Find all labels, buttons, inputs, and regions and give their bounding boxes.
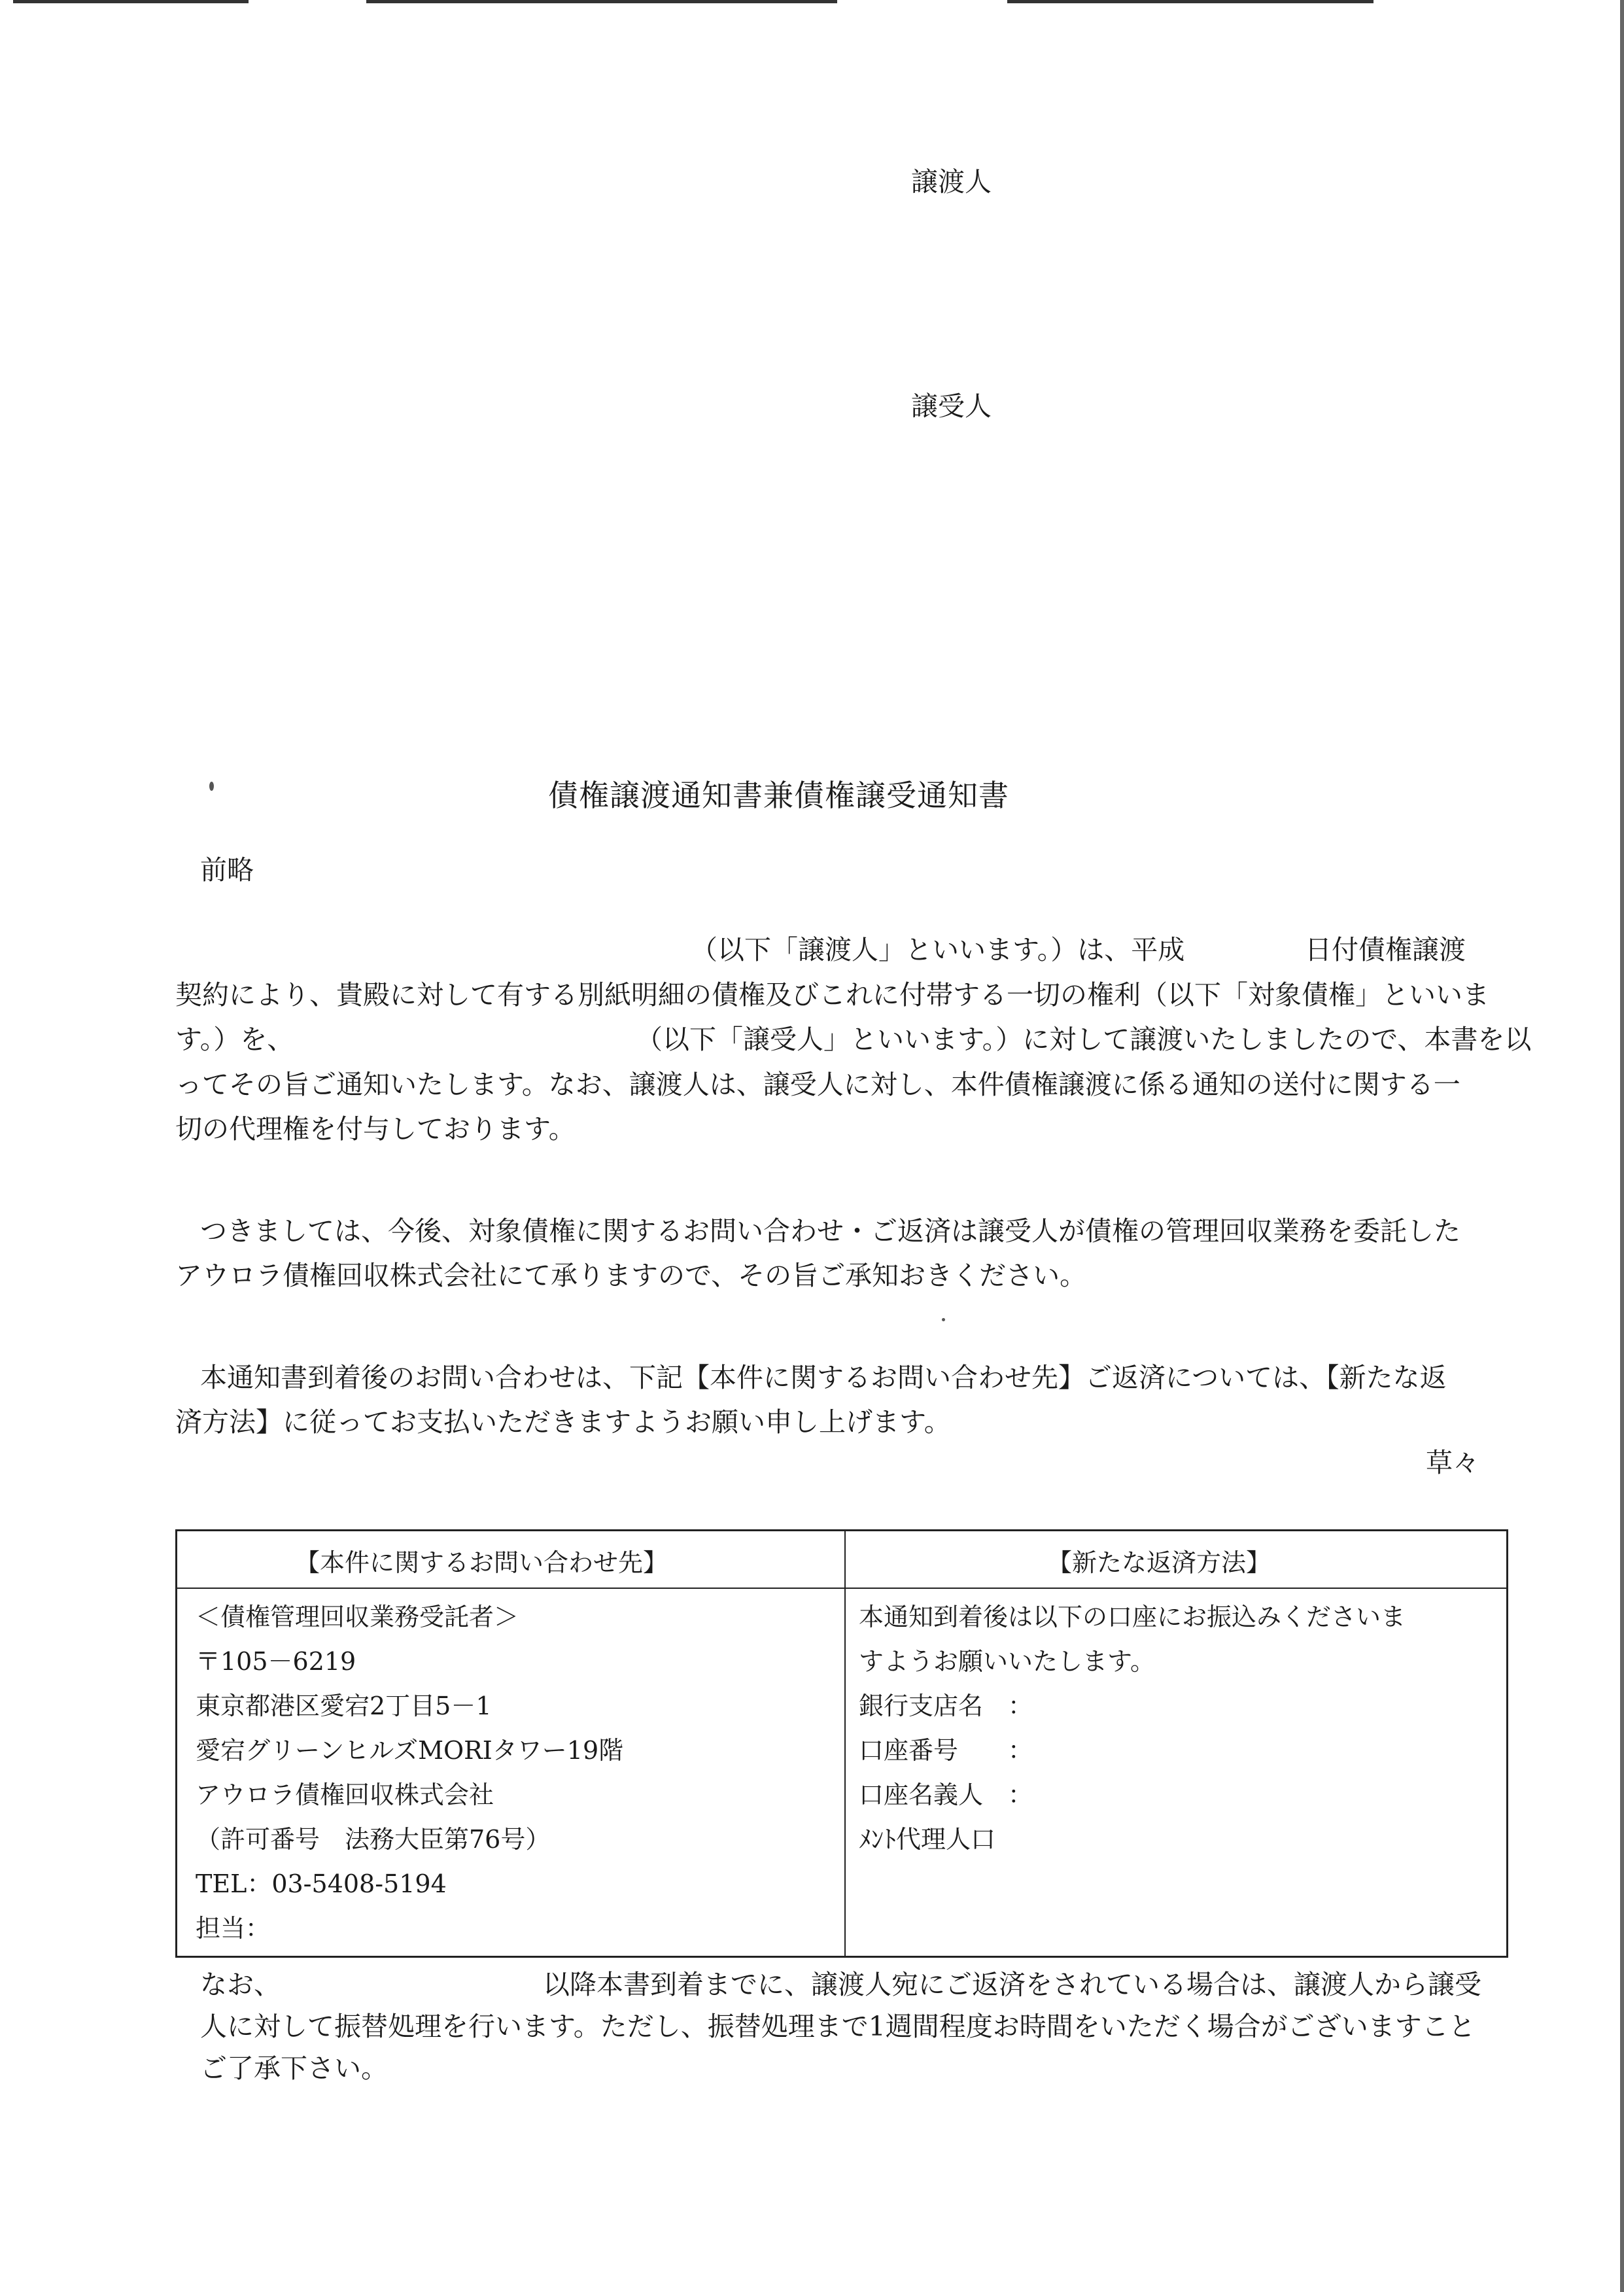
table-header-rule xyxy=(177,1588,1506,1589)
para1-line3-a: す。）を、 xyxy=(175,1024,294,1055)
para1-line3-b: （以下「譲受人」といいます。）に対して譲渡いたしましたので、本書を以 xyxy=(636,1024,1532,1055)
para1-line2: 契約により、貴殿に対して有する別紙明細の債権及びこれに付帯する一切の権利（以下「対象債権」といいま xyxy=(175,979,1489,1011)
para3-line1: 本通知書到着後のお問い合わせは、下記【本件に関するお問い合わせ先】ご返済については、【新たな返 xyxy=(200,1362,1447,1393)
payment-line: 口座名義人 ： xyxy=(859,1780,1033,1809)
scan-edge-line xyxy=(1007,0,1373,3)
transferor-label: 譲渡人 xyxy=(911,166,992,198)
closing: 草々 xyxy=(1426,1447,1479,1478)
scan-speck xyxy=(209,782,214,791)
footer-line1-b: 以降本書到着までに、譲渡人宛にご返済をされている場合は、譲渡人から譲受 xyxy=(543,1969,1481,2000)
scan-edge-right xyxy=(1620,0,1624,2292)
footer-line3: ご了承下さい。 xyxy=(200,2053,388,2084)
scan-speck xyxy=(942,1318,945,1321)
para2-line1: つきましては、今後、対象債権に関するお問い合わせ・ご返済は譲受人が債権の管理回収業務を委託した xyxy=(200,1215,1460,1247)
salutation: 前略 xyxy=(200,854,254,886)
para1-line4: ってその旨ご通知いたします。なお、譲渡人は、譲受人に対し、本件債権譲渡に係る通知の送付に関する一 xyxy=(175,1069,1460,1100)
payment-line: ﾒﾝﾄ代理人口 xyxy=(859,1825,996,1854)
para1-line1-a: （以下「譲渡人」といいます。）は、平成 xyxy=(691,934,1185,965)
payment-line: 銀行支店名 ： xyxy=(859,1692,1033,1720)
para1-line1-b: 日付債権譲渡 xyxy=(1305,934,1466,965)
para1-line5: 切の代理権を付与しております。 xyxy=(175,1113,576,1145)
contact-line: アウロラ債権回収株式会社 xyxy=(196,1780,494,1809)
payment-line: 本通知到着後は以下の口座にお振込みくださいま xyxy=(859,1603,1406,1631)
payment-line: 口座番号 ： xyxy=(859,1736,1033,1765)
para2-line2: アウロラ債権回収株式会社にて承りますので、その旨ご承知おきください。 xyxy=(175,1260,1087,1291)
payment-line: すようお願いいたします。 xyxy=(859,1647,1155,1676)
scan-edge-line xyxy=(366,0,837,3)
footer-line1-a: なお、 xyxy=(200,1969,281,2000)
contact-line: ＜債権管理回収業務受託者＞ xyxy=(196,1603,519,1631)
contact-line: （許可番号 法務大臣第76号） xyxy=(196,1825,551,1854)
contact-line: 〒105－6219 xyxy=(196,1647,356,1676)
contact-line: TEL：03-5408-5194 xyxy=(196,1869,447,1898)
contact-header: 【本件に関するお問い合わせ先】 xyxy=(295,1548,668,1577)
scan-edge-line xyxy=(13,0,249,3)
para3-line2: 済方法】に従ってお支払いただきますようお願い申し上げます。 xyxy=(175,1406,951,1438)
footer-line2: 人に対して振替処理を行います。ただし、振替処理まで1週間程度お時間をいただく場合がございますこと xyxy=(200,2011,1476,2042)
transferee-label: 譲受人 xyxy=(911,391,992,422)
contact-line: 担当： xyxy=(196,1914,271,1943)
contact-line: 愛宕グリーンヒルズMORIタワー19階 xyxy=(196,1736,624,1765)
table-divider xyxy=(844,1531,846,1956)
payment-header: 【新たな返済方法】 xyxy=(1047,1548,1271,1577)
document-title: 債権譲渡通知書兼債権譲受通知書 xyxy=(548,778,1009,813)
contact-line: 東京都港区愛宕2丁目5－1 xyxy=(196,1692,492,1720)
info-table xyxy=(175,1529,1508,1958)
